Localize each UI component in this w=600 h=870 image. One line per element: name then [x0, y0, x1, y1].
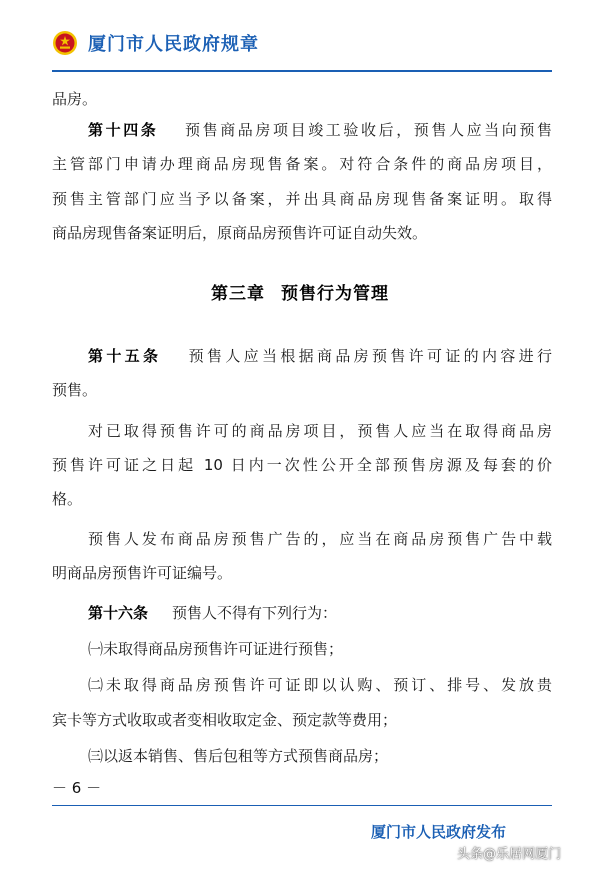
page-number: － 6 － [52, 779, 102, 797]
article-16-item-2-cont: 宾卡等方式收取或者变相收取定金、预定款等费用； [52, 711, 398, 729]
article-14-line-1 [88, 119, 552, 141]
paragraph-b-line-2: 明商品房预售许可证编号。 [52, 564, 233, 582]
article-14-text: 预售商品房项目竣工验收后，预售人应当向预售 [182, 121, 552, 139]
chapter-heading [0, 279, 600, 304]
header-divider [52, 70, 552, 72]
paragraph-b-line-1: 预售人发布商品房预售广告的，应当在商品房预售广告中载 [88, 530, 552, 548]
article-14-line-3: 预售主管部门应当予以备案，并出具商品房现售备案证明。取得 [52, 190, 552, 208]
article-15-label: 第十五条 [88, 347, 162, 365]
article-16-line-1 [88, 602, 552, 624]
chapter-number: 第三章 [211, 284, 265, 304]
article-14-line-4: 商品房现售备案证明后，原商品房预售许可证自动失效。 [52, 224, 428, 242]
continuation-line: 品房。 [52, 90, 98, 108]
article-16-item-3: ㈢以返本销售、售后包租等方式预售商品房； [88, 747, 389, 765]
article-16-item-1: ㈠未取得商品房预售许可证进行预售； [88, 640, 344, 658]
article-15-text: 预售人应当根据商品房预售许可证的内容进行 [185, 347, 552, 365]
national-emblem-icon [52, 30, 78, 56]
footer-divider [52, 805, 552, 806]
article-14-line-2: 主管部门申请办理商品房现售备案。对符合条件的商品房项目， [52, 155, 552, 173]
article-15-line-2: 预售。 [52, 381, 98, 399]
article-16-item-2: ㈡未取得商品房预售许可证即以认购、预订、排号、发放贵 [88, 676, 552, 694]
chapter-name: 预售行为管理 [281, 284, 389, 304]
article-16-text: 预售人不得有下列行为： [172, 604, 338, 622]
article-15-line-1 [88, 345, 552, 367]
header-title: 厦门市人民政府规章 [88, 34, 259, 55]
paragraph-a-line-2: 预售许可证之日起 10 日内一次性公开全部预售房源及每套的价 [52, 456, 552, 474]
footer-publisher: 厦门市人民政府发布 [371, 823, 507, 841]
paragraph-a-line-3: 格。 [52, 490, 83, 508]
article-14-label: 第十四条 [88, 121, 159, 139]
paragraph-a-line-1: 对已取得预售许可的商品房项目，预售人应当在取得商品房 [88, 422, 552, 440]
document-header [52, 30, 259, 56]
article-16-label: 第十六条 [88, 604, 149, 622]
watermark: 头条@乐居网厦门 [457, 847, 562, 862]
